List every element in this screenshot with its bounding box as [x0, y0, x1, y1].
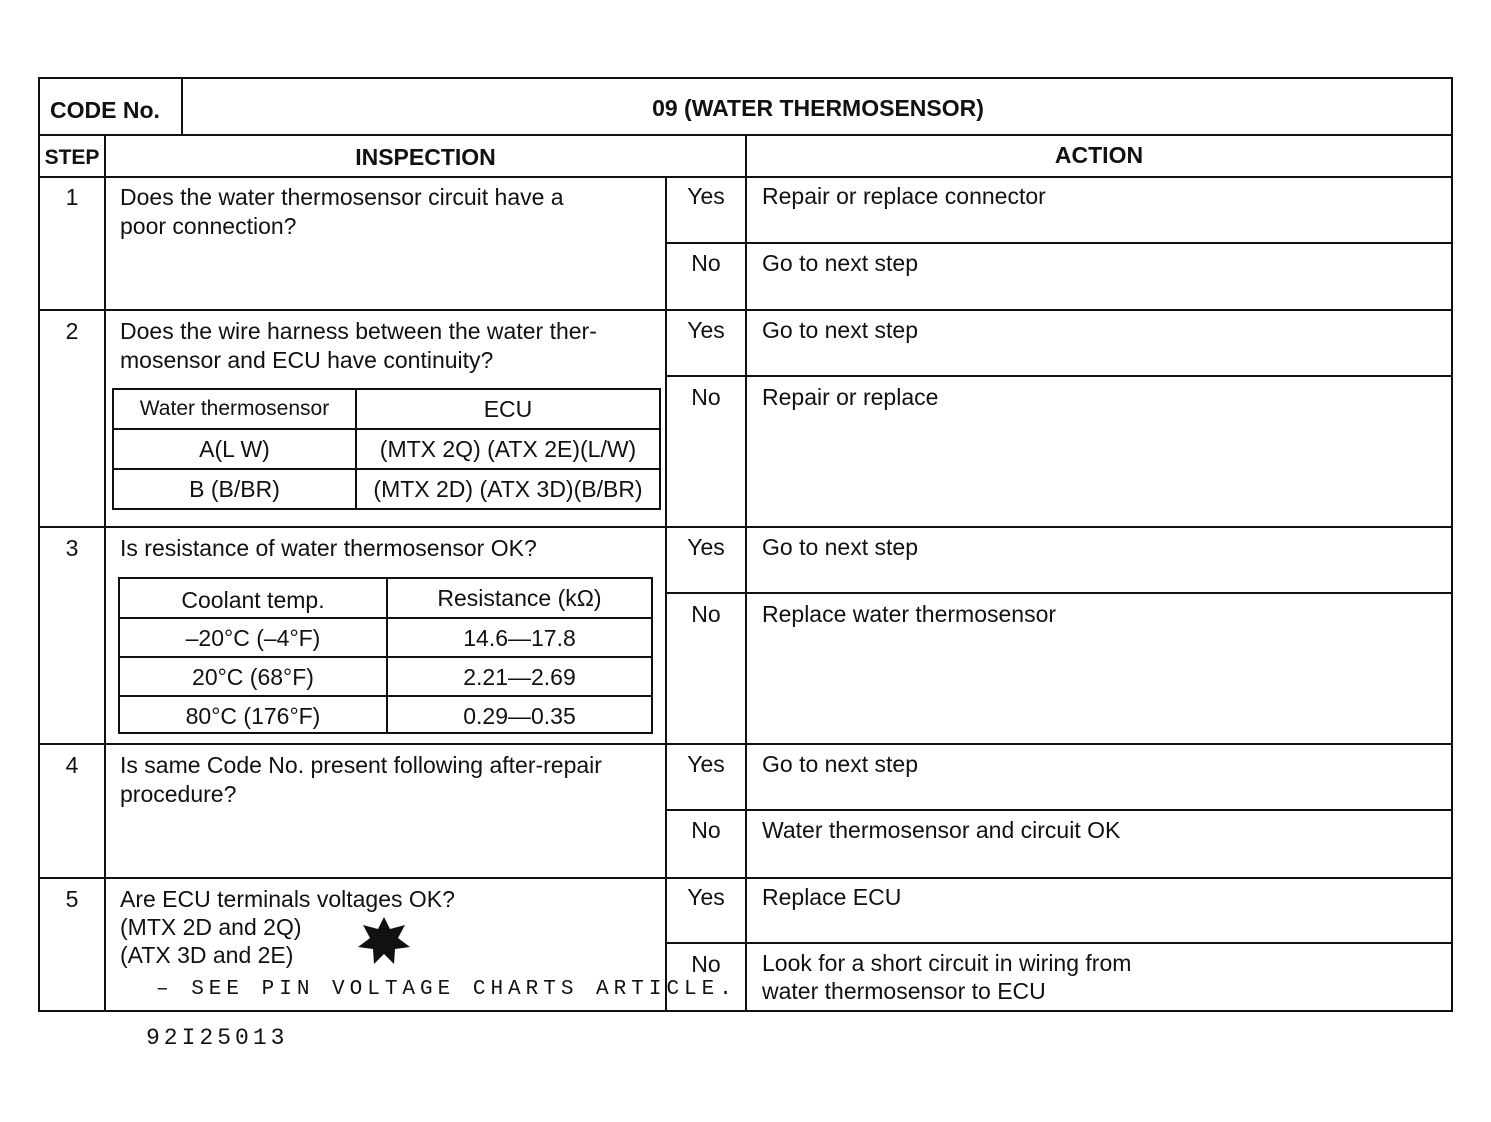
step-number: 5: [65, 886, 79, 912]
table-header: Coolant temp.: [181, 587, 325, 613]
table-cell: (MTX 2Q) (ATX 2E)(L/W): [379, 436, 637, 462]
table-cell: 14.6—17.8: [463, 625, 576, 651]
continuity-table: [112, 388, 661, 510]
table-cell: A(L W): [199, 436, 270, 462]
inspection-question: mosensor and ECU have continuity?: [120, 347, 494, 373]
table-cell: 2.21—2.69: [463, 664, 576, 690]
no-label: No: [691, 384, 721, 410]
inspection-question: procedure?: [120, 781, 237, 807]
no-action: Replace water thermosensor: [762, 601, 1057, 627]
inspection-header: INSPECTION: [355, 144, 496, 170]
step-number: 1: [65, 184, 79, 210]
inspection-question: Are ECU terminals voltages OK?: [120, 886, 455, 912]
table-header: ECU: [483, 396, 533, 422]
table-header: Water thermosensor: [139, 397, 330, 420]
figure-id: 92I25013: [146, 1025, 289, 1051]
inspection-question: (MTX 2D and 2Q): [120, 914, 302, 940]
no-label: No: [691, 250, 721, 276]
step-number: 4: [65, 752, 79, 778]
divider: [666, 809, 1453, 811]
divider: [666, 942, 1453, 944]
no-action: Look for a short circuit in wiring from: [762, 950, 1132, 976]
no-action: Water thermosensor and circuit OK: [762, 817, 1121, 843]
yes-action: Go to next step: [762, 751, 918, 777]
pin-voltage-note: – SEE PIN VOLTAGE CHARTS ARTICLE.: [156, 978, 737, 1001]
inspection-question: Is same Code No. present following after-repair: [120, 752, 602, 778]
inspection-question: Is resistance of water thermosensor OK?: [120, 535, 537, 561]
no-action: Go to next step: [762, 250, 918, 276]
yes-label: Yes: [687, 751, 725, 777]
step-number: 2: [65, 318, 79, 344]
code-title: 09 (WATER THERMOSENSOR): [652, 95, 984, 121]
step-header: STEP: [44, 146, 100, 169]
no-label: No: [691, 601, 721, 627]
table-cell: 0.29—0.35: [463, 703, 576, 729]
divider: [104, 134, 106, 1012]
code-label: CODE No.: [50, 97, 160, 123]
inspection-question: Does the water thermosensor circuit have a: [120, 184, 564, 210]
divider: [666, 592, 1453, 594]
inspection-question: Does the wire harness between the water ther-: [120, 318, 597, 344]
yes-label: Yes: [687, 534, 725, 560]
yes-label: Yes: [687, 183, 725, 209]
table-cell: B (B/BR): [189, 476, 280, 502]
divider: [666, 242, 1453, 244]
yes-action: Repair or replace connector: [762, 183, 1046, 209]
table-cell: 20°C (68°F): [192, 664, 314, 690]
table-cell: 80°C (176°F): [185, 703, 321, 729]
no-action: Repair or replace: [762, 384, 939, 410]
no-label: No: [691, 951, 721, 977]
star-icon: [358, 917, 410, 965]
yes-label: Yes: [687, 317, 725, 343]
table-header: Resistance (kΩ): [437, 585, 602, 611]
no-label: No: [691, 817, 721, 843]
step-number: 3: [65, 535, 79, 561]
inspection-question: poor connection?: [120, 213, 297, 239]
table-cell: (MTX 2D) (ATX 3D)(B/BR): [373, 476, 643, 502]
yes-action: Go to next step: [762, 317, 918, 343]
yes-label: Yes: [687, 884, 725, 910]
yes-action: Replace ECU: [762, 884, 902, 910]
resistance-table: [118, 577, 653, 734]
table-cell: –20°C (–4°F): [185, 625, 321, 651]
action-header: ACTION: [1054, 142, 1144, 168]
no-action: water thermosensor to ECU: [762, 978, 1046, 1004]
yes-action: Go to next step: [762, 534, 918, 560]
divider: [666, 375, 1453, 377]
divider: [745, 134, 747, 1012]
inspection-question: (ATX 3D and 2E): [120, 942, 294, 968]
